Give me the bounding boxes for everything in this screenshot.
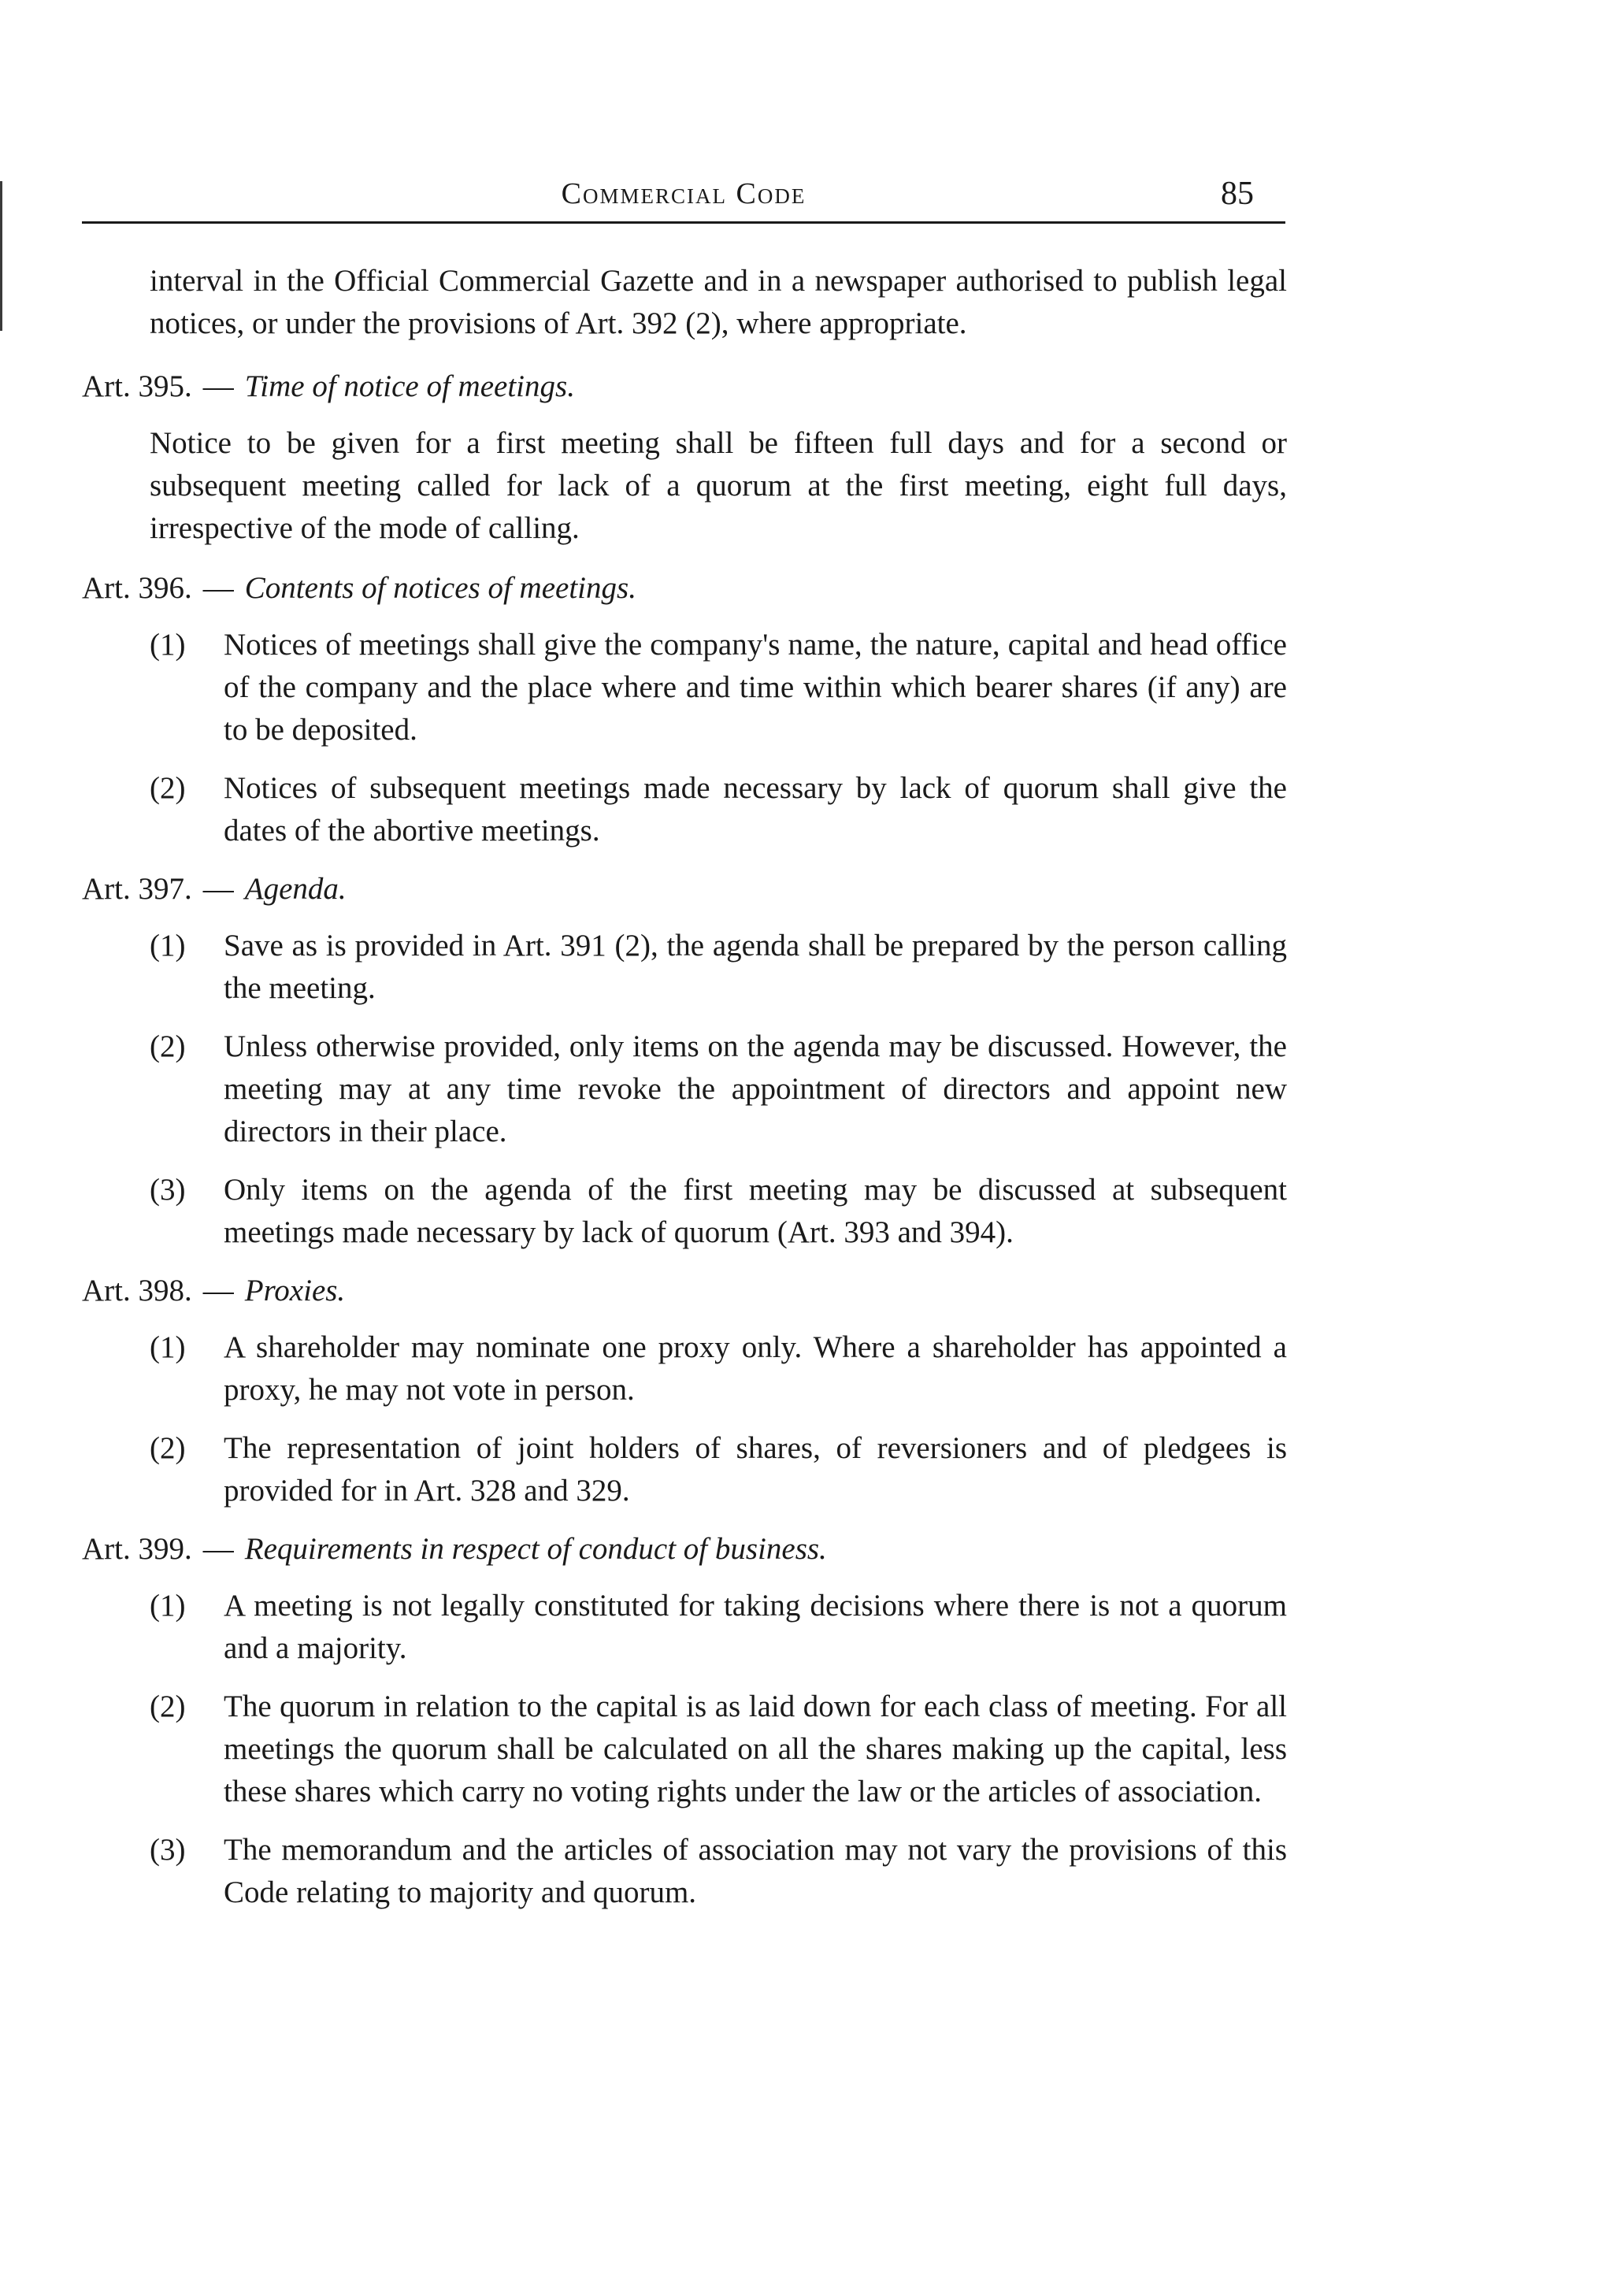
clause-number: (2)	[150, 771, 186, 805]
continued-paragraph: interval in the Official Commercial Gazette and in a newspaper authorised to publish legal notices, or under the provisions of Art. 392 (2), where appropriate.	[150, 264, 1287, 340]
article-dash: —	[202, 1274, 234, 1307]
clause-number: (3)	[150, 1833, 186, 1867]
clause-number: (1)	[150, 628, 186, 662]
article-number: Art. 397.	[82, 872, 192, 906]
article-paragraph: Notice to be given for a first meeting shall be fifteen full days and for a second or subsequent meeting called for lack of a quorum at the first meeting, eight full days, irrespective of the mode of calling.	[150, 426, 1287, 545]
article-dash: —	[202, 872, 234, 906]
clause-text: Unless otherwise provided, only items on the agenda may be discussed. However, the meeting may at any time revoke the appointment of directors and appoint new directors in their place.	[224, 1029, 1287, 1148]
article-number: Art. 395.	[82, 369, 192, 403]
article-dash: —	[202, 1532, 234, 1566]
article-clause	[150, 925, 1287, 1010]
clause-text: A shareholder may nominate one proxy only. Where a shareholder has appointed a proxy, he may not vote in person.	[224, 1330, 1287, 1407]
article-clause	[150, 1686, 1287, 1813]
article-heading	[82, 1528, 1287, 1571]
article-clause	[150, 624, 1287, 751]
clause-number: (2)	[150, 1690, 186, 1723]
running-title: Commercial Code	[561, 177, 806, 210]
header-rule	[82, 221, 1285, 224]
article-dash: —	[202, 369, 234, 403]
article-395	[82, 365, 1287, 550]
article-398	[82, 1270, 1287, 1512]
clause-text: Notices of subsequent meetings made necessary by lack of quorum shall give the dates of the abortive meetings.	[224, 771, 1287, 848]
clause-text: Save as is provided in Art. 391 (2), the agenda shall be prepared by the person calling the meeting.	[224, 929, 1287, 1005]
page-number: 85	[1221, 176, 1254, 212]
article-clause	[150, 1326, 1287, 1411]
article-heading	[82, 868, 1287, 911]
article-dash: —	[202, 571, 234, 605]
page-body	[82, 260, 1287, 1930]
article-title: Agenda.	[244, 872, 347, 906]
clause-number: (2)	[150, 1431, 186, 1465]
clause-number: (1)	[150, 1589, 186, 1623]
clause-number: (1)	[150, 1330, 186, 1364]
clause-text: A meeting is not legally constituted for taking decisions where there is not a quorum and a majority.	[224, 1589, 1287, 1665]
article-clause	[150, 1427, 1287, 1512]
article-heading	[82, 567, 1287, 610]
scan-margin-line	[0, 181, 2, 331]
article-396	[82, 567, 1287, 852]
article-title: Contents of notices of meetings.	[244, 571, 636, 605]
clause-number: (3)	[150, 1173, 186, 1207]
article-397	[82, 868, 1287, 1254]
article-number: Art. 396.	[82, 571, 192, 605]
clause-text: Only items on the agenda of the first meeting may be discussed at subsequent meetings made necessary by lack of quorum (Art. 393 and 394).	[224, 1173, 1287, 1249]
article-title: Time of notice of meetings.	[244, 369, 575, 403]
article-clause	[150, 1585, 1287, 1670]
article-title: Proxies.	[244, 1274, 346, 1307]
clause-number: (2)	[150, 1029, 186, 1063]
article-clause	[150, 1829, 1287, 1914]
article-399	[82, 1528, 1287, 1914]
article-clause	[150, 1169, 1287, 1254]
article-title: Requirements in respect of conduct of business.	[244, 1532, 827, 1566]
clause-text: The representation of joint holders of shares, of reversioners and of pledgees is provided for in Art. 328 and 329.	[224, 1431, 1287, 1508]
article-heading	[82, 1270, 1287, 1312]
clause-text: The memorandum and the articles of association may not vary the provisions of this Code relating to majority and quorum.	[224, 1833, 1287, 1909]
article-heading	[82, 365, 1287, 408]
clause-number: (1)	[150, 929, 186, 963]
article-clause	[150, 1026, 1287, 1153]
clause-text: The quorum in relation to the capital is as laid down for each class of meeting. For all meetings the quorum shall be calculated on all the shares making up the capital, less these shares which carry no voting rights under the law or the articles of association.	[224, 1690, 1287, 1808]
clause-text: Notices of meetings shall give the company's name, the nature, capital and head office of the company and the place where and time within which bearer shares (if any) are to be deposited.	[224, 628, 1287, 747]
article-number: Art. 399.	[82, 1532, 192, 1566]
article-clause	[150, 767, 1287, 852]
article-number: Art. 398.	[82, 1274, 192, 1307]
page-header	[82, 172, 1285, 224]
